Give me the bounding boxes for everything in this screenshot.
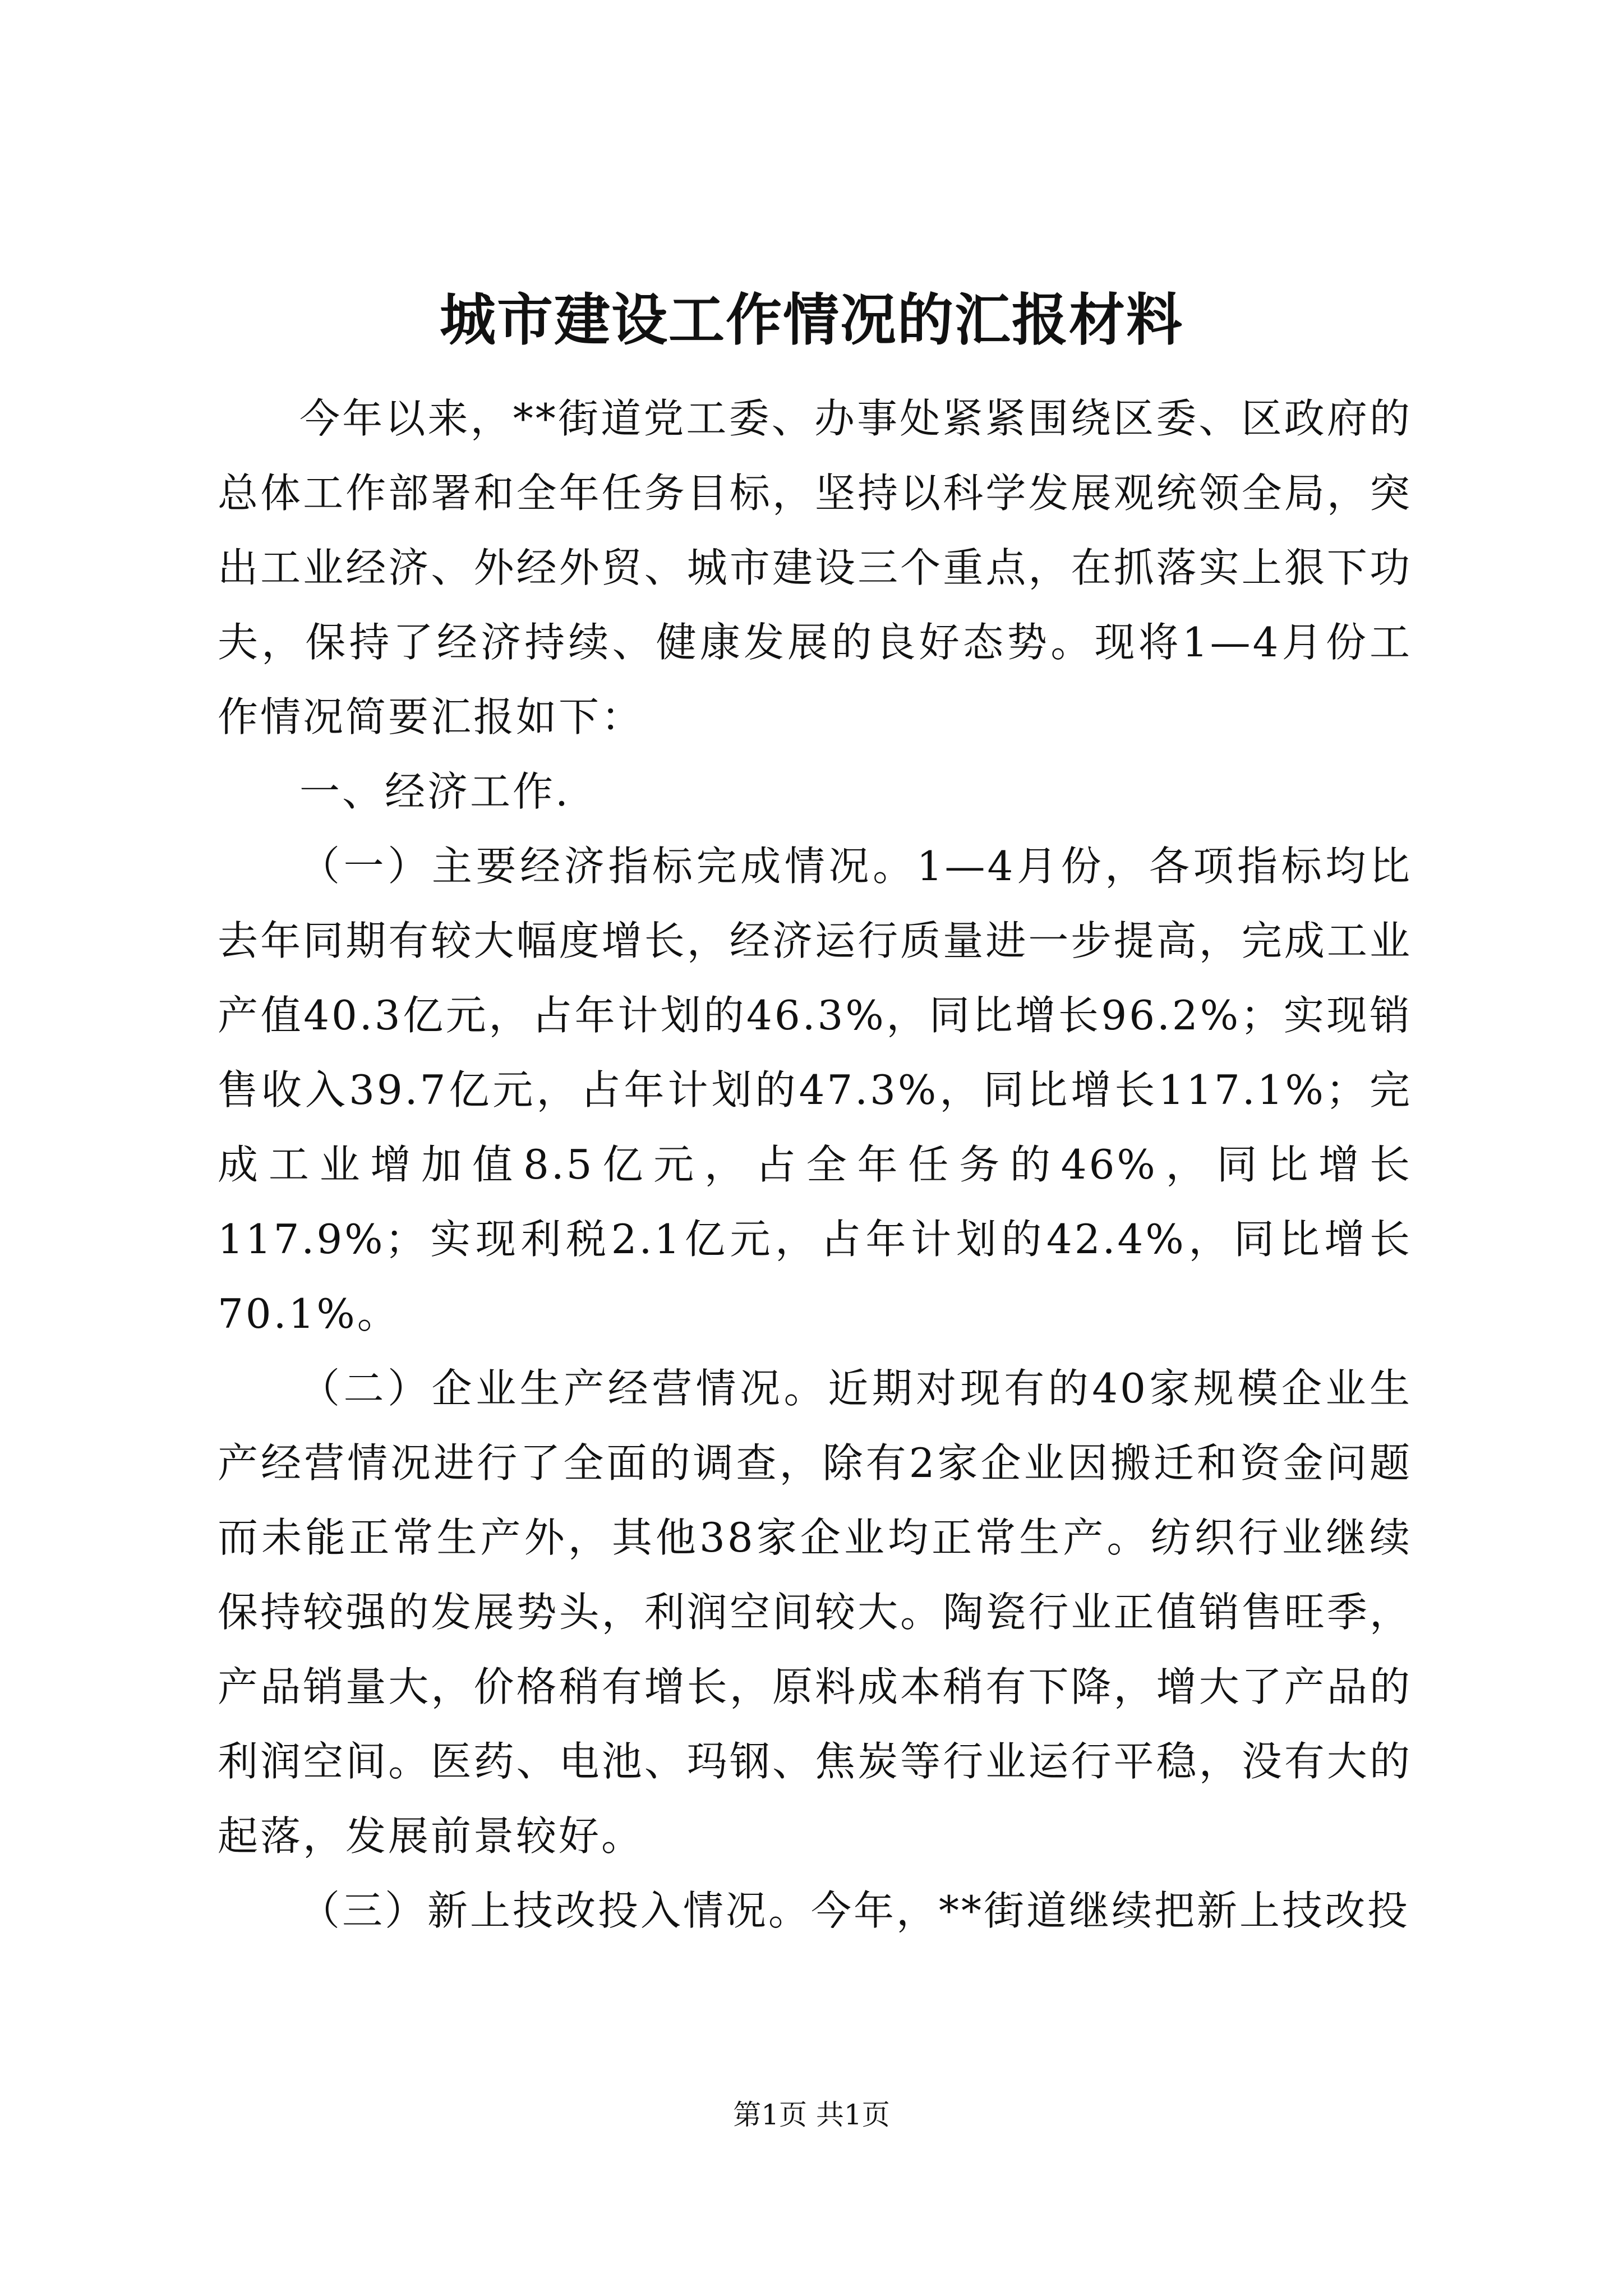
section-heading-economy: 一、经济工作. (299, 768, 570, 815)
page-footer: 第1页 共1页 (733, 2099, 890, 2131)
document-body (218, 381, 1412, 1948)
paragraph-tech-investment: （三）新上技改投入情况。今年，**街道继续把新上技改投 (299, 1887, 1410, 1934)
document-title: 城市建设工作情况的汇报材料 (440, 287, 1183, 353)
paragraph-indicators: （一）主要经济指标完成情况。1—4月份，各项指标均比去年同期有较大幅度增长，经济运行质量进一步提高，完成工业产值40.3亿元，占年计划的46.3%，同比增长96.2%；实现销售收入39.7亿元，占年计划的47.3%，同比增长117.1%；完成工业增加值8.5亿元，占全年任务的46%，同比增长117.9%；实现利税2.1亿元，占年计划的42.4%，同比增长70.1%。 (218, 843, 1412, 1337)
paragraph-intro: 今年以来，**街道党工委、办事处紧紧围绕区委、区政府的总体工作部署和全年任务目标，坚持以科学发展观统领全局，突出工业经济、外经外贸、城市建设三个重点，在抓落实上狠下功夫，保持了经济持续、健康发展的良好态势。现将1—4月份工作情况简要汇报如下： (218, 395, 1412, 740)
paragraph-enterprises: （二）企业生产经营情况。近期对现有的40家规模企业生产经营情况进行了全面的调查，除有2家企业因搬迁和资金问题而未能正常生产外，其他38家企业均正常生产。纺织行业继续保持较强的发展势头，利润空间较大。陶瓷行业正值销售旺季，产品销量大，价格稍有增长，原料成本稍有下降，增大了产品的利润空间。医药、电池、玛钢、焦炭等行业运行平稳，没有大的起落，发展前景较好。 (218, 1365, 1412, 1860)
